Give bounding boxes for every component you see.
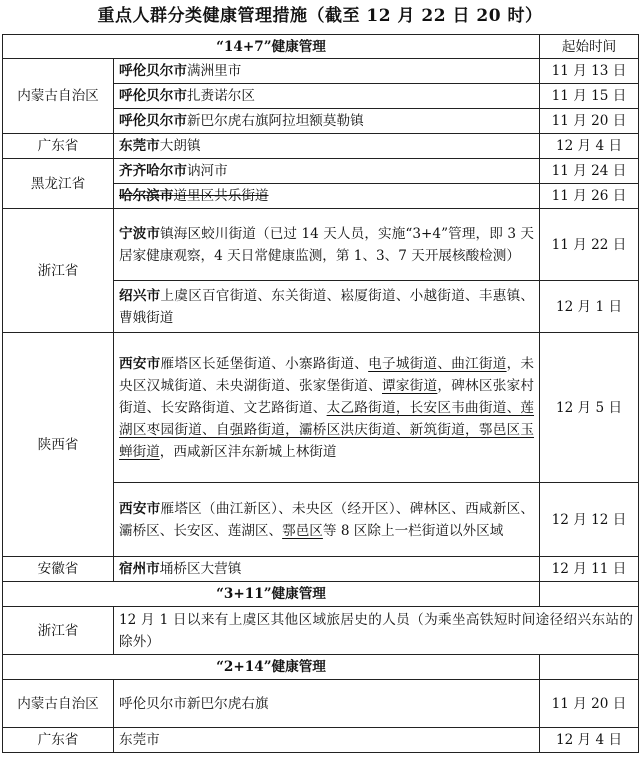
province-cell: 浙江省 [3, 209, 114, 333]
province-cell: 黑龙江省 [3, 159, 114, 209]
province-cell: 广东省 [3, 134, 114, 159]
section-header-row [3, 35, 639, 59]
province-cell: 陕西省 [3, 333, 114, 557]
area-cell: 宁波市镇海区蛟川街道（已过 14 天人员，实施“3+4”管理，即 3 天居家健康观察，4 天日常健康监测，第 1、3、7 天开展核酸检测） [114, 209, 540, 281]
area-cell: 绍兴市上虞区百官街道、东关街道、崧厦街道、小越街道、丰惠镇、曹娥街道 [114, 281, 540, 333]
table-row [3, 59, 639, 84]
area-cell: 哈尔滨市道里区共乐街道 [114, 184, 540, 209]
table-row [3, 134, 639, 159]
section-title: “2+14”健康管理 [3, 655, 540, 680]
table-row [3, 333, 639, 483]
table-row [3, 607, 639, 655]
province-cell: 内蒙古自治区 [3, 680, 114, 728]
province-cell: 内蒙古自治区 [3, 59, 114, 134]
start-time-cell: 11 月 20 日 [540, 680, 639, 728]
section-title: “14+7”健康管理 [3, 35, 540, 59]
table-row [3, 557, 639, 582]
province-cell: 浙江省 [3, 607, 114, 655]
start-time-cell: 12 月 5 日 [540, 333, 639, 483]
section-header-row [3, 655, 639, 680]
start-time-cell: 12 月 4 日 [540, 134, 639, 159]
start-time-cell: 12 月 11 日 [540, 557, 639, 582]
table-row [3, 680, 639, 728]
province-cell: 安徽省 [3, 557, 114, 582]
measures-table [2, 34, 639, 753]
section-header-row [3, 582, 639, 607]
column-header-start-time: 起始时间 [540, 35, 639, 59]
table-row [3, 728, 639, 753]
area-cell: 呼伦贝尔市新巴尔虎右旗 [114, 680, 540, 728]
area-cell: 东莞市 [114, 728, 540, 753]
start-time-cell: 11 月 26 日 [540, 184, 639, 209]
area-cell: 宿州市埇桥区大营镇 [114, 557, 540, 582]
table-row [3, 209, 639, 281]
area-cell: 12 月 1 日以来有上虞区其他区域旅居史的人员（为乘坐高铁短时间途径绍兴东站的除外） [114, 607, 639, 655]
start-time-cell: 12 月 1 日 [540, 281, 639, 333]
start-time-cell: 12 月 12 日 [540, 483, 639, 557]
area-cell: 东莞市大朗镇 [114, 134, 540, 159]
area-cell: 西安市雁塔区长延堡街道、小寨路街道、电子城街道、曲江街道，未央区汉城街道、未央湖街道、张家堡街道、谭家街道，碑林区张家村街道、长安路街道、文艺路街道、太乙路街道，长安区韦曲街道、莲湖区枣园街道、自强路街道，灞桥区洪庆街道、新筑街道，鄠邑区玉蝉街道，西咸新区沣东新城上林街道 [114, 333, 540, 483]
start-time-cell: 12 月 4 日 [540, 728, 639, 753]
province-cell: 广东省 [3, 728, 114, 753]
area-cell: 呼伦贝尔市满洲里市 [114, 59, 540, 84]
start-time-cell: 11 月 13 日 [540, 59, 639, 84]
start-time-cell: 11 月 22 日 [540, 209, 639, 281]
table-row [3, 159, 639, 184]
document-title: 重点人群分类健康管理措施（截至 12 月 22 日 20 时） [97, 6, 543, 26]
area-cell: 齐齐哈尔市讷河市 [114, 159, 540, 184]
start-time-cell: 11 月 20 日 [540, 109, 639, 134]
area-cell: 呼伦贝尔市新巴尔虎右旗阿拉坦额莫勒镇 [114, 109, 540, 134]
empty-cell [540, 655, 639, 680]
start-time-cell: 11 月 15 日 [540, 84, 639, 109]
start-time-cell: 11 月 24 日 [540, 159, 639, 184]
empty-cell [540, 582, 639, 607]
area-cell: 呼伦贝尔市扎赉诺尔区 [114, 84, 540, 109]
area-cell: 西安市雁塔区（曲江新区）、未央区（经开区）、碑林区、西咸新区、灞桥区、长安区、莲湖区、鄠邑区等 8 区除上一栏街道以外区域 [114, 483, 540, 557]
section-title: “3+11”健康管理 [3, 582, 540, 607]
